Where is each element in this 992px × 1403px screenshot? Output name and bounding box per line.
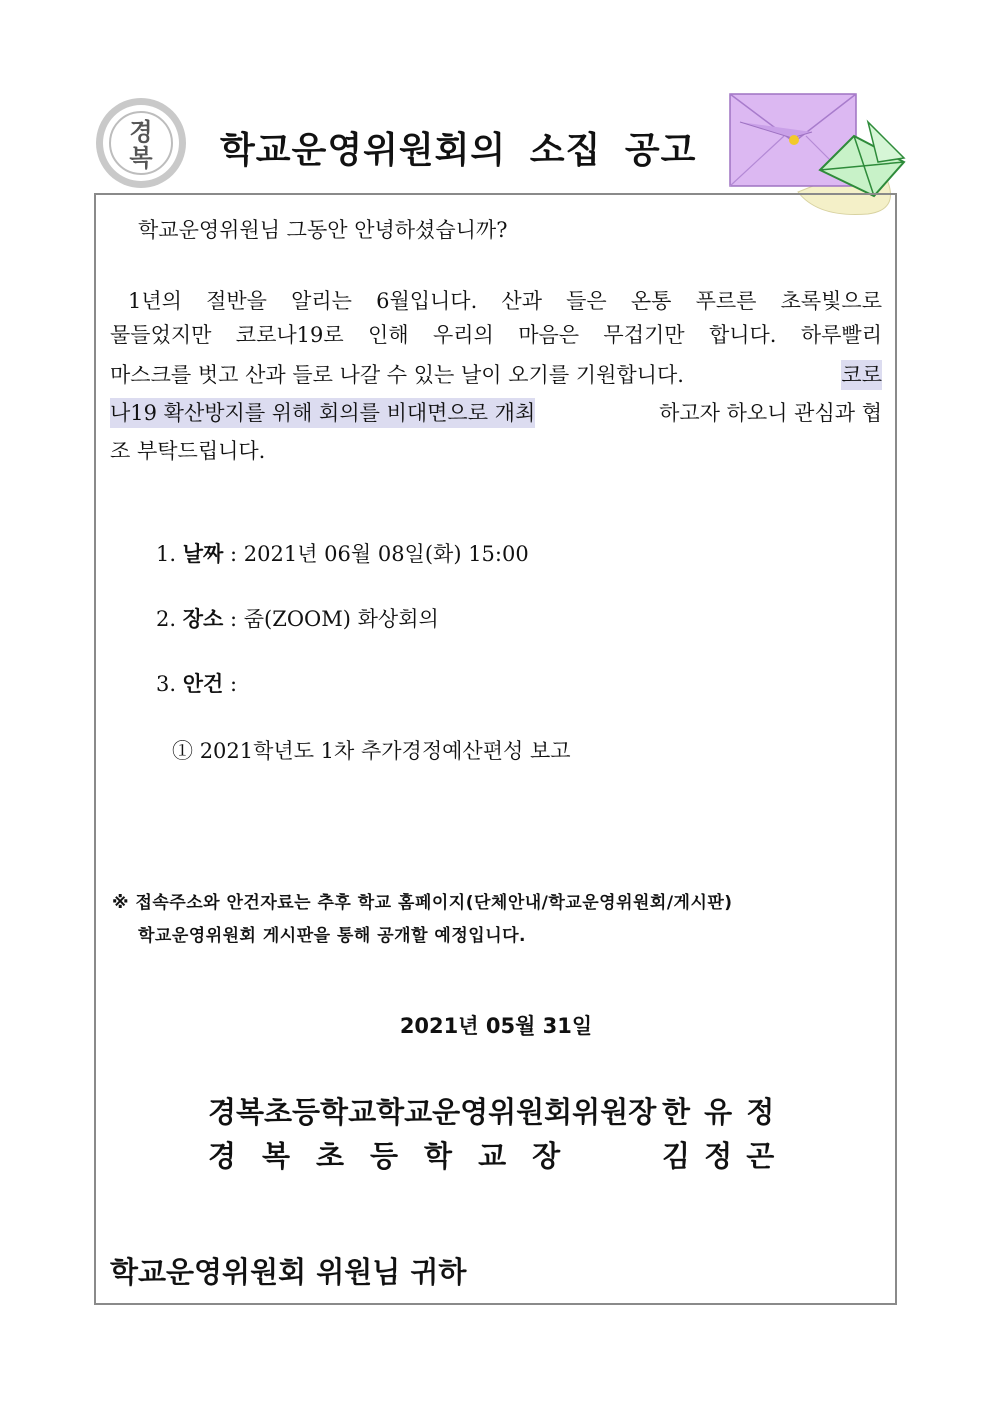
note-line: ※ 접속주소와 안건자료는 추후 학교 홈페이지(단체안내/학교운영위원회/게시판) [112,893,733,913]
item-date [156,538,529,568]
agenda-text: 2021학년도 1차 추가경정예산편성 보고 [199,739,571,763]
item-value: : 2021년 06월 08일(화) 15:00 [230,542,529,566]
svg-text:경: 경 [129,118,153,146]
highlighted-text: 코로 [841,360,882,390]
item-value: : [230,672,238,696]
item-number: 2. [156,607,177,631]
note-line: 학교운영위원회 게시판을 통해 공개할 예정입니다. [138,926,526,946]
greeting: 학교운영위원님 그동안 안녕하셨습니까? [138,218,508,242]
paragraph-line: 물들었지만 코로나19로 인해 우리의 마음은 무겁기만 합니다. 하루빨리 [110,323,882,347]
paragraph-text: 마스크를 벗고 산과 들로 나갈 수 있는 날이 오기를 기원합니다. [110,363,684,387]
paragraph-line: 조 부탁드립니다. [110,439,266,463]
item-label: 안건 [182,672,224,696]
item-number: 3. [156,672,177,696]
paragraph-text: 하고자 하오니 관심과 협 [659,401,882,425]
signature-title: 경복초등학교장 [208,1139,587,1173]
svg-text:복: 복 [129,144,153,172]
highlighted-text: 나19 확산방지를 위해 회의를 비대면으로 개최 [110,398,535,428]
item-place [156,603,439,633]
addressee: 학교운영위원회 위원님 귀하 [110,1255,467,1289]
signature-name: 한 유 정 [662,1095,777,1129]
signature-title: 경복초등학교학교운영위원회위원장 [208,1095,657,1129]
item-number: 1. [156,542,177,566]
paragraph-line [110,398,882,428]
item-label: 날짜 [182,542,224,566]
school-emblem-icon [94,96,188,190]
signature-name: 김 정 곤 [662,1139,777,1173]
item-agenda [156,668,237,698]
paragraph-line: 1년의 절반을 알리는 6월입니다. 산과 들은 온통 푸르른 초록빛으로 [128,289,882,313]
paragraph-line [110,360,882,390]
item-value: : 줌(ZOOM) 화상회의 [230,607,439,631]
item-label: 장소 [182,607,224,631]
agenda-entry [172,735,571,765]
agenda-marker: ① [172,739,193,763]
page-title: 학교운영위원회의 소집 공고 [220,130,697,171]
issue-date: 2021년 05월 31일 [399,1014,593,1038]
